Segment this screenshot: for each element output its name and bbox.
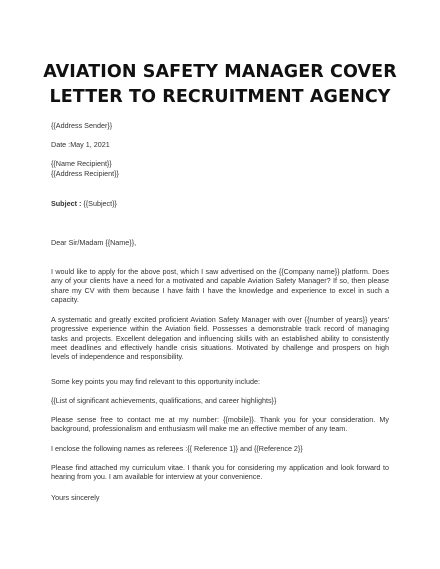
- name-recipient: {{Name Recipient}}: [51, 159, 112, 168]
- address-recipient: {{Address Recipient}}: [51, 169, 119, 178]
- date-value: May 1, 2021: [70, 140, 110, 149]
- closing-sign-off: Yours sincerely: [51, 493, 100, 502]
- date-label: Date :: [51, 140, 71, 149]
- title-line-2: LETTER TO RECRUITMENT AGENCY: [49, 87, 391, 107]
- paragraph-achievements: {{List of significant achievements, qualifications, and career highlights}}: [51, 396, 277, 405]
- title-line-1: AVIATION SAFETY MANAGER COVER: [43, 62, 397, 82]
- paragraph-contact: Please sense free to contact me at my number: {{mobile}}. Thank you for your consideration. My background, professionalism and enthusiasm will make me an effective member of any team.: [51, 415, 389, 434]
- paragraph-intro: I would like to apply for the above post, which I saw advertised on the {{Company name}} platform. Does any of your clients have a need for a motivated and capable Aviation Safety Manager? If so, then please share my CV with them because I have faith I have the knowledge and experience to excel in such a capacity.: [51, 267, 389, 304]
- document-title: [20, 60, 420, 110]
- address-sender: {{Address Sender}}: [51, 121, 113, 130]
- subject-line: [51, 199, 389, 208]
- subject-value: {{Subject}}: [81, 199, 117, 208]
- date-line: [51, 140, 389, 149]
- subject-label: Subject :: [51, 199, 82, 208]
- paragraph-key-points: Some key points you may find relevant to this opportunity include:: [51, 377, 260, 386]
- paragraph-profile: A systematic and greatly excited proficient Aviation Safety Manager with over {{number of years}} years' progressive experience within the Aviation field. Possesses a demonstrable track record of managing tasks and projects. Excellent delegation and influencing skills with an established ability to consistently meet deadlines and effectively handle crisis situations. Motivated by challenge and prospers on high levels of independence and responsibility.: [51, 315, 389, 362]
- paragraph-closing-note: Please find attached my curriculum vitae. I thank you for considering my application and look forward to hearing from you. I am available for interview at your convenience.: [51, 463, 389, 482]
- paragraph-referees: I enclose the following names as referees :{{ Reference 1}} and {{Reference 2}}: [51, 444, 303, 453]
- salutation: Dear Sir/Madam {{Name}},: [51, 238, 137, 247]
